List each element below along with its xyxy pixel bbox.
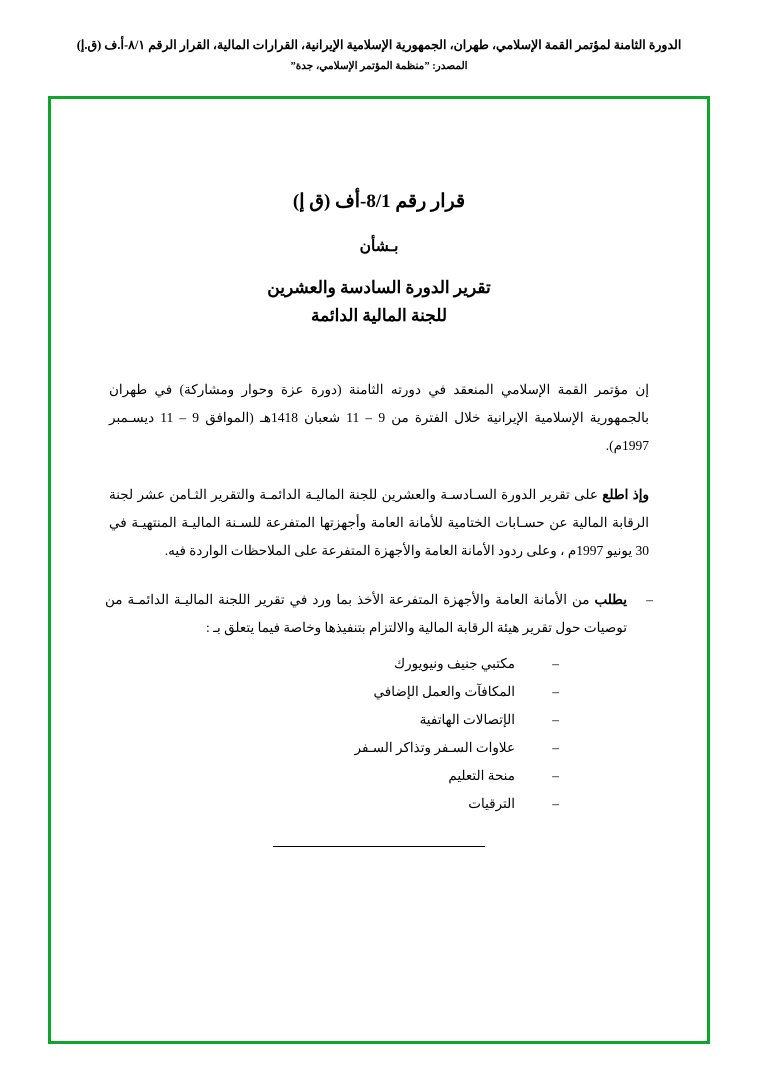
- list-item: [103, 740, 559, 756]
- list-item-dash: –: [552, 655, 559, 671]
- paragraph-having-considered-bold: وإذ اطلع: [602, 487, 649, 503]
- paragraph-having-considered-rest: على تقرير الدورة السـادسـة والعشرين للجنة الماليـة الدائمـة والتقرير الثـامن عشر لجنة الرقابة المالية عن حسـابات الختامية للأمانة العامة وأجهزتها المتفرعة للسـنة الماليـة المنتهيـة في 30 يونيو 1997م ، وعلى ردود الأمانة العامة والأجهزة المتفرعة على الملاحظات الواردة فيه.: [109, 487, 649, 558]
- list-item: [103, 712, 559, 728]
- document-content: [51, 99, 707, 1041]
- list-item-label: منحة التعليم: [448, 767, 515, 783]
- paragraph-preamble: إن مؤتمر القمة الإسلامي المنعقد في دورته الثامنة (دورة عزة وحوار ومشاركة) في طهران بالجمهورية الإسلامية الإيرانية خلال الفترة من 9 – 11 شعبان 1418هـ (الموافق 9 – 11 ديسـمبر 1997م).: [109, 382, 649, 453]
- list-item-label: مكتبي جنيف ونيويورك: [393, 655, 515, 671]
- list-item-dash: –: [552, 739, 559, 755]
- list-item: [103, 796, 559, 812]
- list-item-dash: –: [552, 767, 559, 783]
- title-block: [103, 187, 655, 330]
- resolution-number-title: قرار رقم 8/1-أف (ق إ): [292, 191, 466, 212]
- list-item: [103, 684, 559, 700]
- header-title-line: الدورة الثامنة لمؤتمر القمة الإسلامي، طهران، الجمهورية الإسلامية الإيرانية، القرارات المالية، القرار الرقم ٨/١-أ.ف (ق.إ): [76, 38, 682, 52]
- list-item-label: علاوات السـفر وتذاكر السـفر: [354, 739, 515, 755]
- body-block: [103, 376, 655, 846]
- list-item-label: المكافآت والعمل الإضافي: [373, 683, 515, 699]
- list-item: [103, 656, 559, 672]
- document-header: [0, 36, 758, 72]
- paragraph-having-considered: [103, 481, 655, 564]
- list-item-dash: –: [552, 683, 559, 699]
- operative-clause: [103, 586, 655, 641]
- clause-dash-marker: –: [646, 592, 653, 608]
- clause-text: [105, 586, 627, 641]
- list-item-label: الترقيات: [468, 795, 515, 811]
- list-item: [103, 768, 559, 784]
- clause-text-rest: من الأمانة العامة والأجهزة المتفرعة الأخذ بما ورد في تقرير اللجنة الماليـة الدائمـة من توصيات حول تقرير هيئة الرقابة المالية والالتزام بتنفيذها وخاصة فيما يتعلق بـ :: [105, 592, 627, 635]
- list-item-dash: –: [552, 711, 559, 727]
- green-border-frame: [48, 96, 710, 1044]
- list-item-label: الإتصالات الهاتفية: [419, 711, 515, 727]
- clause-text-bold: يطلب: [594, 592, 627, 608]
- header-source-line: المصدر: ˮمنظمة المؤتمر الإسلامي، جدةˮ: [290, 60, 468, 72]
- horizontal-divider: [273, 846, 485, 847]
- title-line-1: تقرير الدورة السادسة والعشرين: [267, 278, 491, 298]
- sub-items-list: [103, 656, 559, 812]
- title-subject-label: بـشأن: [359, 238, 399, 256]
- title-line-2: للجنة المالية الدائمة: [310, 306, 448, 326]
- list-item-dash: –: [552, 795, 559, 811]
